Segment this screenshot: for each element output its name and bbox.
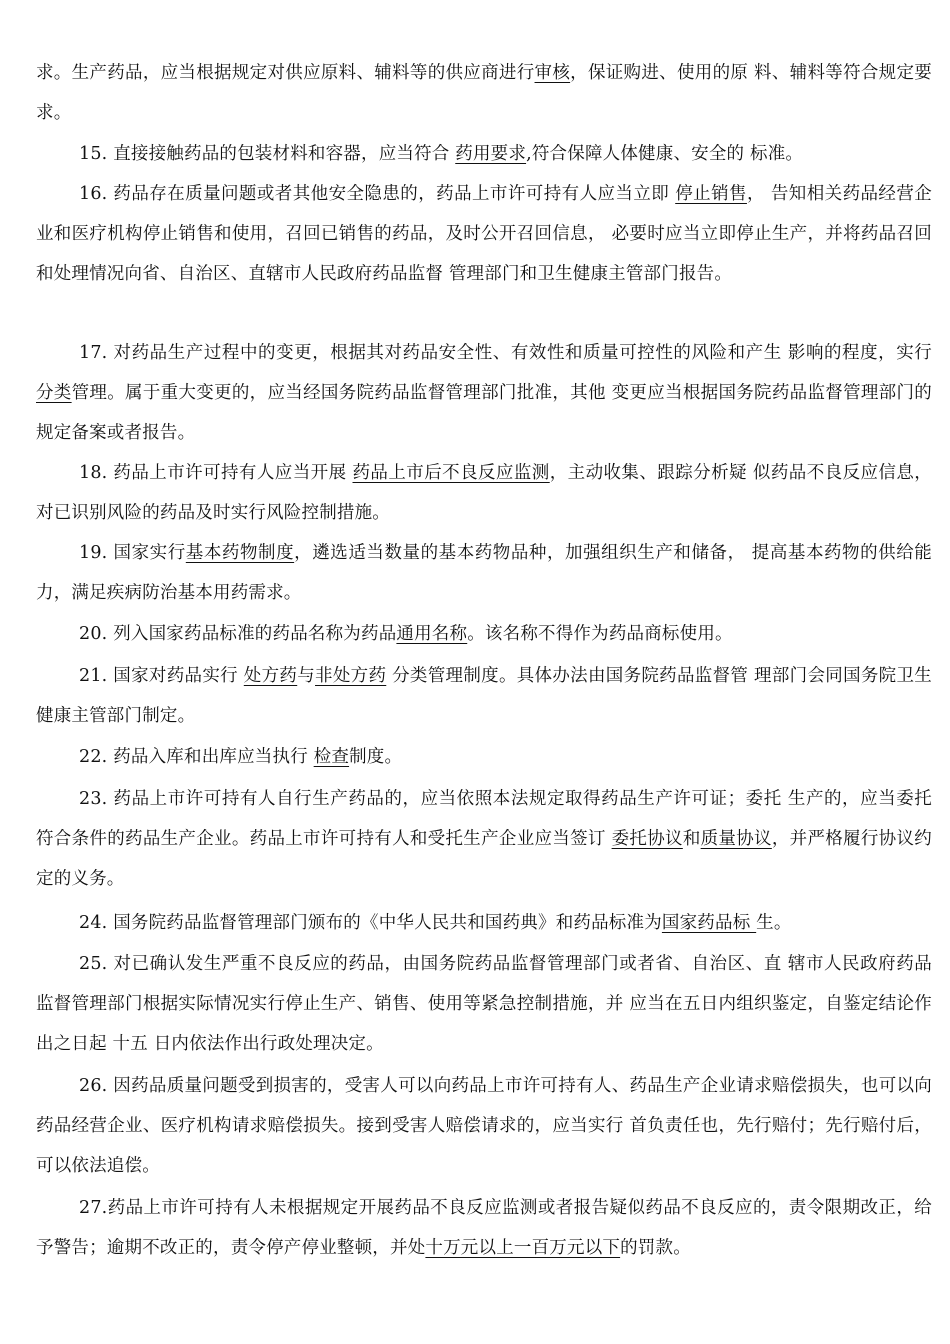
paragraph-22 bbox=[36, 737, 932, 777]
paragraph-25 bbox=[36, 944, 932, 1064]
underlined-answer: 国家药品标 bbox=[661, 913, 757, 933]
underlined-answer: 处方药 bbox=[243, 666, 298, 686]
underlined-answer: 药用要求 bbox=[455, 144, 527, 164]
paragraph-14-continuation bbox=[36, 53, 932, 133]
text-segment: ，遴选适当数量的基本药物品种，加强组织生产和储备， 提高基本药物的供给能力，满足疾病防治基本用药需求。 bbox=[36, 543, 932, 603]
underlined-answer: 分类 bbox=[36, 383, 72, 403]
text-segment: 23. 药品上市许可持有人自行生产药品的，应当依照本法规定取得药品生产许可证；委托 生产的，应当委托符合条件的药品生产企业。药品上市许可持有人和受托生产企业应当签订 bbox=[36, 789, 932, 849]
text-segment: 19. 国家实行 bbox=[79, 543, 186, 563]
underlined-answer: 质量协议 bbox=[700, 829, 772, 849]
paragraph-27 bbox=[36, 1188, 932, 1268]
text-segment: ，并严格履行协议约定的义务。 bbox=[36, 829, 932, 889]
text-segment: 17. 对药品生产过程中的变更，根据其对药品安全性、有效性和质量可控性的风险和产生 影响的程度，实行 bbox=[79, 343, 932, 363]
text-segment: 分类管理制度。具体办法由国务院药品监督管 理部门会同国务院卫生健康主管部门制定。 bbox=[36, 666, 932, 726]
text-segment: 15. 直接接触药品的包装材料和容器，应当符合 bbox=[79, 144, 456, 164]
paragraph-15 bbox=[36, 134, 932, 174]
text-segment: 22. 药品入库和出库应当执行 bbox=[79, 747, 314, 767]
text-segment: 管理。属于重大变更的，应当经国务院药品监督管理部门批准，其他 变更应当根据国务院药品监督管理部门的规定备案或者报告。 bbox=[36, 383, 932, 443]
text-segment: ，主动收集、跟踪分析疑 似药品不良反应信息，对已识别风险的药品及时实行风险控制措施。 bbox=[36, 463, 932, 523]
underlined-answer: 检查 bbox=[313, 747, 350, 767]
underlined-answer: 药品上市后不良反应监测 bbox=[352, 463, 550, 483]
paragraph-16 bbox=[36, 174, 932, 294]
text-segment: 18. 药品上市许可持有人应当开展 bbox=[79, 463, 353, 483]
text-segment: 和 bbox=[682, 829, 701, 849]
text-segment: ,符合保障人体健康、安全的 标准。 bbox=[526, 144, 804, 164]
text-segment: 27.药品上市许可持有人未根据规定开展药品不良反应监测或者报告疑似药品不良反应的，责令限期改正，给予警告；逾期不改正的，责令停产停业整顿，并处 bbox=[36, 1198, 932, 1258]
text-segment: 与 bbox=[297, 666, 316, 686]
text-segment: ， 告知相关药品经营企业和医疗机构停止销售和使用，召回已销售的药品，及时公开召回信息， 必要时应当立即停止生产，并将药品召回和处理情况向省、自治区、直辖市人民政府药品监督 管理部门和卫生健康主管部门报告。 bbox=[36, 184, 932, 284]
text-segment: 求。生产药品，应当根据规定对供应原料、辅料等的供应商进行 bbox=[36, 63, 535, 83]
text-segment: 16. 药品存在质量问题或者其他安全隐患的，药品上市许可持有人应当立即 bbox=[79, 184, 676, 204]
paragraph-18 bbox=[36, 453, 932, 533]
text-segment: 。该名称不得作为药品商标使用。 bbox=[467, 624, 733, 644]
paragraph-17 bbox=[36, 333, 932, 453]
text-segment: 的罚款。 bbox=[620, 1238, 691, 1258]
text-segment: 25. 对已确认发生严重不良反应的药品，由国务院药品监督管理部门或者省、自治区、直 辖市人民政府药品监督管理部门根据实际情况实行停止生产、销售、使用等紧急控制措施，并 应当在五日内组织鉴定，自鉴定结论作出之日起 十五 日内依法作出行政处理决定。 bbox=[36, 954, 932, 1054]
text-segment: 26. 因药品质量问题受到损害的，受害人可以向药品上市许可持有人、药品生产企业请求赔偿损失，也可以向药品经营企业、医疗机构请求赔偿损失。接到受害人赔偿请求的，应当实行 首负责任也，先行赔付；先行赔付后，可以依法追偿。 bbox=[36, 1076, 932, 1176]
text-segment: ，保证购进、使用的原 料、辅料等符合规定要求。 bbox=[36, 63, 932, 123]
underlined-answer: 审核 bbox=[534, 63, 571, 83]
underlined-answer: 基本药物制度 bbox=[185, 543, 295, 563]
text-segment: 制度。 bbox=[349, 747, 403, 767]
text-segment: 24. 国务院药品监督管理部门颁布的《中华人民共和国药典》和药品标准为 bbox=[79, 913, 662, 933]
underlined-answer: 十万元以上一百万元以下 bbox=[425, 1238, 621, 1258]
paragraph-24 bbox=[36, 903, 932, 943]
text-segment: 生。 bbox=[756, 913, 792, 933]
underlined-answer: 非处方药 bbox=[315, 666, 387, 686]
paragraph-23 bbox=[36, 779, 932, 899]
underlined-answer: 委托协议 bbox=[611, 829, 683, 849]
underlined-answer: 通用名称 bbox=[396, 624, 468, 644]
paragraph-19 bbox=[36, 533, 932, 613]
paragraph-21 bbox=[36, 656, 932, 736]
text-segment: 21. 国家对药品实行 bbox=[79, 666, 244, 686]
paragraph-20 bbox=[36, 614, 932, 654]
underlined-answer: 停止销售 bbox=[675, 184, 747, 204]
text-segment: 20. 列入国家药品标准的药品名称为药品 bbox=[79, 624, 397, 644]
paragraph-26 bbox=[36, 1066, 932, 1186]
